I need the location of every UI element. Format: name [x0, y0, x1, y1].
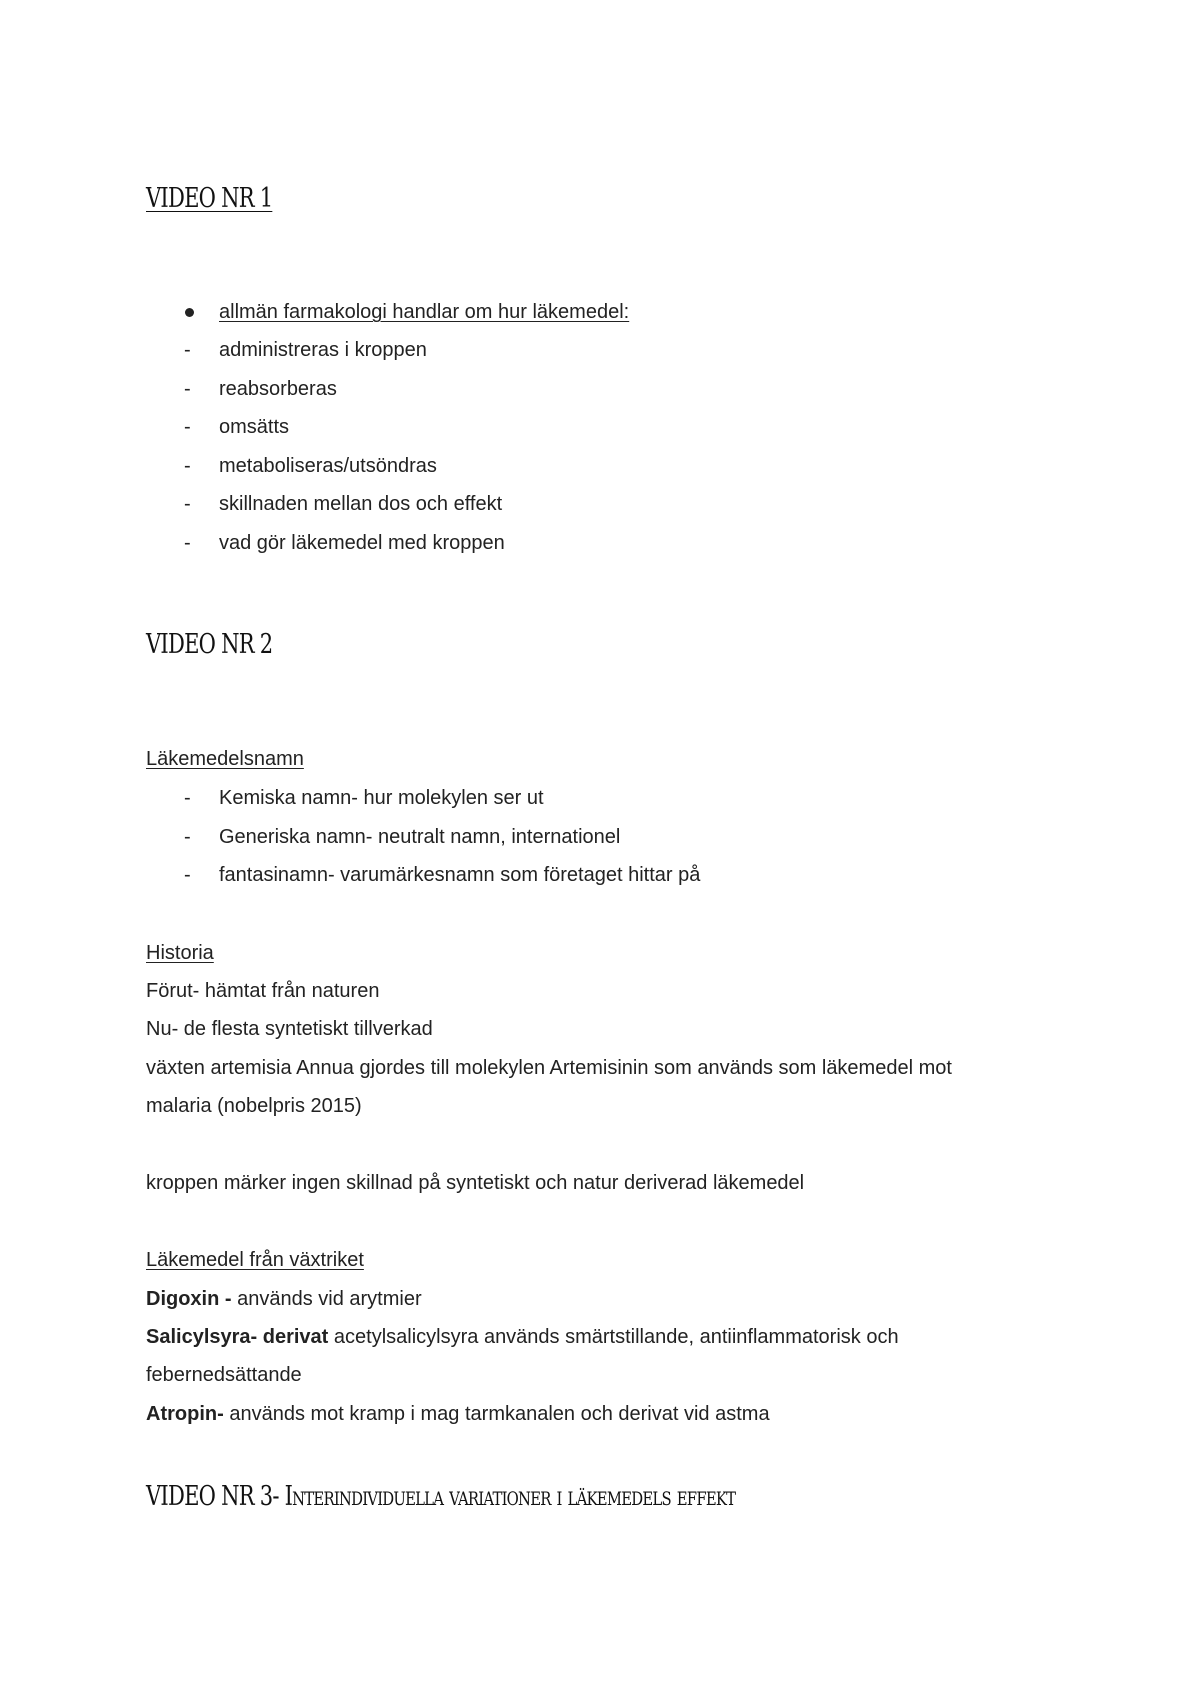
dash-marker: - — [184, 787, 191, 809]
bullet-icon — [185, 308, 194, 317]
names-section-title: Läkemedelsnamn — [146, 748, 304, 770]
digoxin-desc: används vid arytmier — [231, 1288, 422, 1310]
history-section-title: Historia — [146, 942, 214, 964]
dash-marker: - — [184, 377, 191, 400]
dash-marker: - — [184, 454, 191, 477]
history-line: Nu- de flesta syntetiskt tillverkad — [146, 1018, 433, 1040]
history-line: Förut- hämtat från naturen — [146, 980, 380, 1002]
atropin-line — [146, 1395, 770, 1434]
salicyl-line-cont: febernedsättande — [146, 1364, 302, 1386]
salicyl-term: Salicylsyra- derivat — [146, 1326, 329, 1348]
atropin-term: Atropin- — [146, 1403, 224, 1425]
dash-marker: - — [184, 339, 191, 361]
digoxin-line — [146, 1280, 422, 1319]
digoxin-term: Digoxin - — [146, 1288, 232, 1310]
dash-marker: - — [184, 825, 191, 848]
body-note: kroppen märker ingen skillnad på syntetiskt och natur deriverad läkemedel — [146, 1172, 805, 1194]
plants-section-title: Läkemedel från växtriket — [146, 1249, 364, 1271]
history-line: växten artemisia Annua gjordes till molekylen Artemisinin som används som läkemedel mot — [146, 1057, 952, 1079]
salicyl-line — [146, 1318, 899, 1357]
video3-heading: VIDEO NR 3- Interindividuella variationer i läkemedels effekt — [146, 1481, 736, 1512]
atropin-desc: används mot kramp i mag tarmkanalen och derivat vid astma — [223, 1403, 770, 1425]
video1-heading: VIDEO NR 1 — [146, 183, 273, 214]
dash-marker: - — [184, 493, 191, 515]
dash-marker: - — [184, 864, 191, 886]
video2-heading: VIDEO NR 2 — [146, 629, 273, 660]
history-line: malaria (nobelpris 2015) — [146, 1095, 362, 1117]
dash-marker: - — [184, 416, 191, 438]
video1-bullet-text: allmän farmakologi handlar om hur läkemedel: — [219, 301, 630, 323]
salicyl-desc: acetylsalicylsyra används smärtstillande, antiinflammatorisk och — [328, 1326, 899, 1348]
dash-marker: - — [184, 531, 191, 554]
